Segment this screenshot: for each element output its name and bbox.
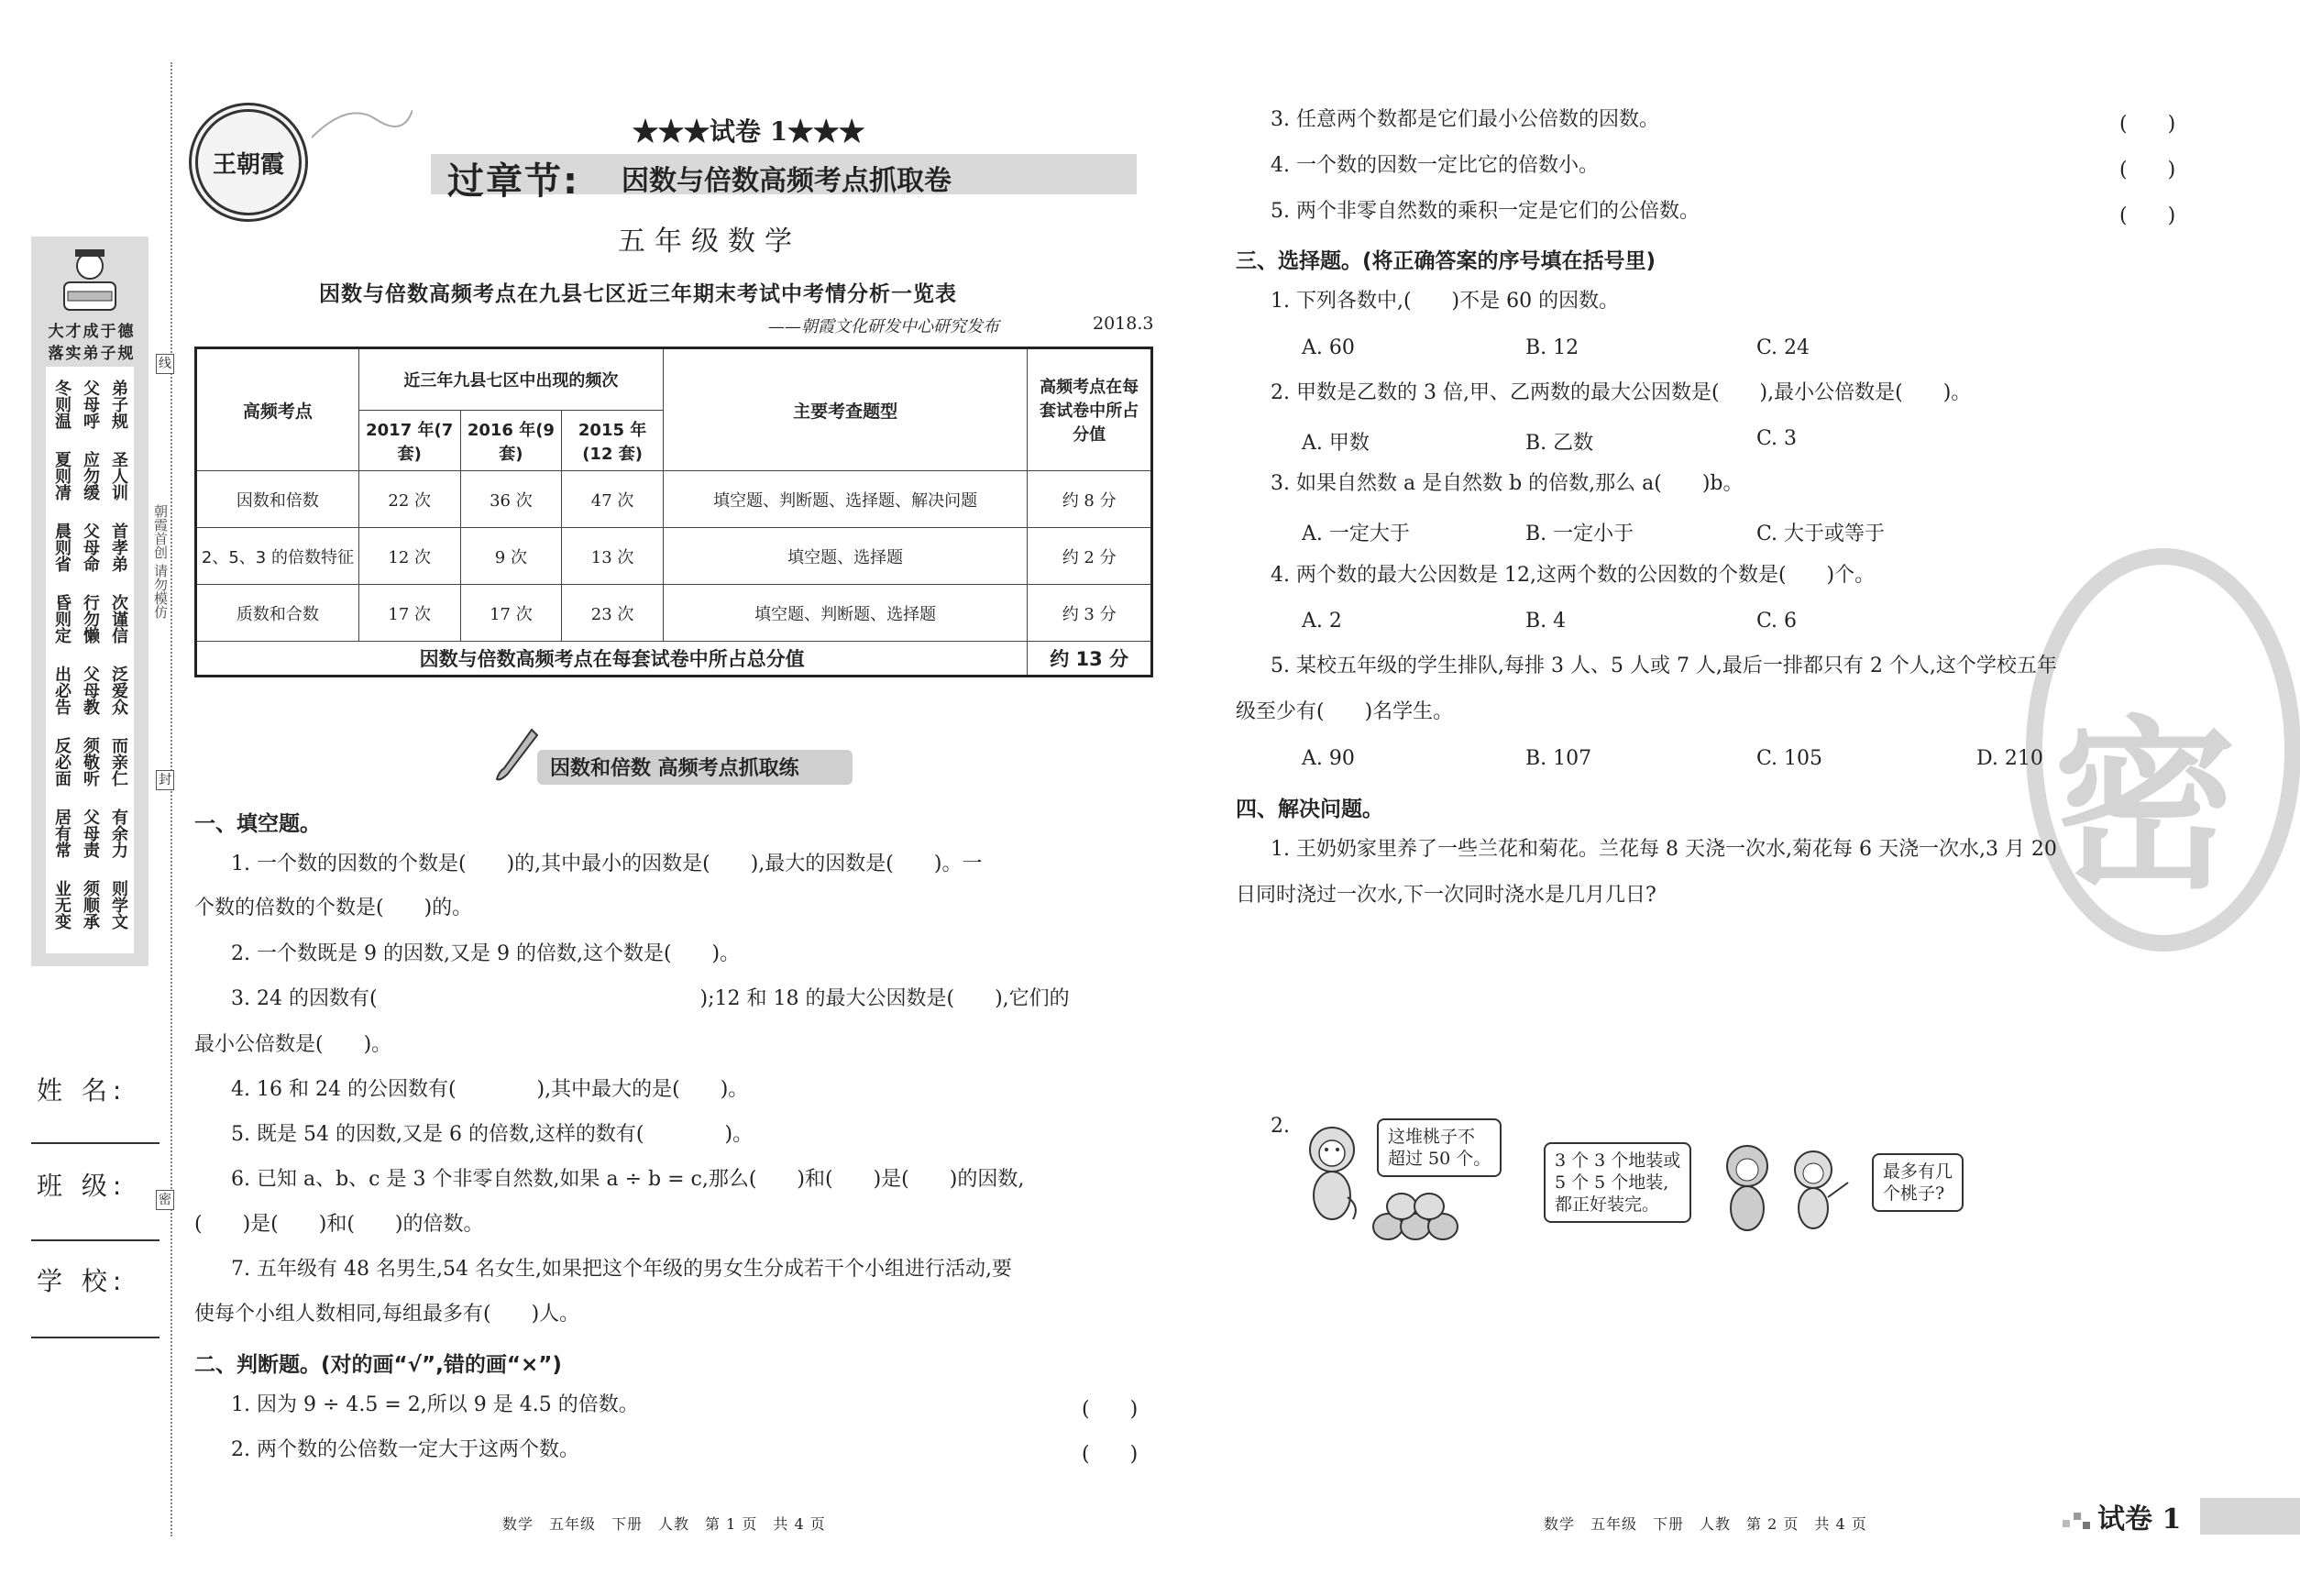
rule-text: 应勿缓: [81, 451, 100, 501]
header-point: 高频考点: [196, 348, 359, 471]
choice-q4: 4. 两个数的最大公因数是 12,这两个数的公因数的个数是( )个。: [1271, 564, 1876, 587]
class-field[interactable]: [31, 1239, 160, 1241]
judge-q3: 3. 任意两个数都是它们最小公倍数的因数。: [1271, 108, 1659, 131]
brush-icon: [495, 728, 541, 783]
table-title: 因数与倍数高频考点在九县七区近三年期末考试中考情分析一览表: [319, 282, 957, 306]
rule-text: 晨则省: [52, 523, 72, 572]
bubble-text: 都正好装完。: [1555, 1194, 1660, 1215]
speech-bubble-question: [1872, 1153, 1964, 1212]
rule-text: 则学文: [109, 880, 128, 930]
choice-q5-option-a: A. 90: [1302, 747, 1355, 770]
cell-types: 填空题、判断题、选择题: [663, 585, 1027, 642]
name-field[interactable]: [31, 1142, 160, 1144]
publisher: ——朝霞文化研发中心研究发布: [768, 317, 999, 336]
bubble-text: 5 个 5 个地装,: [1555, 1172, 1669, 1193]
choice-q1-option-c: C. 24: [1756, 336, 1810, 359]
choice-q5-line1: 5. 某校五年级的学生排队,每排 3 人、5 人或 7 人,最后一排都只有 2 个人,这个学校五年: [1271, 655, 2057, 677]
fill-q2: 2. 一个数既是 9 的因数,又是 9 的倍数,这个数是( )。: [231, 942, 741, 965]
choice-q3: 3. 如果自然数 a 是自然数 b 的倍数,那么 a( )b。: [1271, 472, 1744, 495]
table-header-row: [196, 348, 1152, 411]
school-label: 学 校:: [37, 1266, 127, 1296]
choice-heading: 三、选择题。(将正确答案的序号填在括号里): [1236, 249, 1656, 273]
seal-mark-secret: 密: [156, 1190, 174, 1210]
rule-text: 次谨信: [109, 594, 128, 644]
total-value: 约 13 分: [1028, 642, 1152, 677]
cell-freq: 13 次: [562, 528, 664, 585]
vertical-note: 朝霞首创 请勿模仿: [152, 503, 169, 619]
choice-q5-line2: 级至少有( )名学生。: [1236, 700, 1454, 723]
rule-text: 首孝弟: [109, 523, 128, 572]
cell-point: 2、5、3 的倍数特征: [196, 528, 359, 585]
solve-q1-line2: 日同时浇过一次水,下一次同时浇水是几月几日?: [1236, 884, 1656, 907]
choice-q2-option-c: C. 3: [1756, 427, 1798, 450]
name-label: 姓 名:: [37, 1075, 127, 1106]
table-row: [196, 528, 1152, 585]
frequency-table: [194, 347, 1153, 677]
title-sub: 因数与倍数高频考点抓取卷: [622, 165, 952, 197]
exam-tag-bar: [2200, 1498, 2300, 1535]
header-types: 主要考查题型: [663, 348, 1027, 471]
solve-q2-number: 2.: [1271, 1115, 1290, 1138]
school-field[interactable]: [31, 1337, 160, 1338]
scholar-illustration: [57, 246, 123, 315]
rules-column-3: [51, 370, 77, 948]
rule-text: 泛爱众: [109, 666, 128, 715]
rule-text: 行勿懒: [81, 594, 100, 644]
bubble-text: 个桃子?: [1883, 1183, 1945, 1204]
rule-text: 父母责: [81, 809, 100, 858]
rule-text: 圣人训: [109, 451, 128, 501]
judge-q1: 1. 因为 9 ÷ 4.5 = 2,所以 9 是 4.5 的倍数。: [231, 1393, 639, 1416]
page1-footer: 数学 五年级 下册 人教 第 1 页 共 4 页: [502, 1515, 826, 1533]
cell-types: 填空题、选择题: [663, 528, 1027, 585]
rule-text: 居有常: [52, 809, 72, 858]
seal-mark-line: 线: [156, 354, 174, 374]
logo-text: 王朝霞: [212, 150, 284, 179]
header-year-2017: 2017 年(7 套): [358, 411, 460, 471]
paper-label: ★★★试卷 1★★★: [633, 116, 865, 147]
rule-text: 而亲仁: [109, 737, 128, 787]
rule-text: 父母教: [81, 666, 100, 715]
judge-q1-answer[interactable]: ( ): [1082, 1398, 1139, 1421]
table-row: [196, 585, 1152, 642]
choice-q1-option-b: B. 12: [1525, 336, 1579, 359]
fill-heading: 一、填空题。: [194, 812, 321, 836]
judge-q2: 2. 两个数的公倍数一定大于这两个数。: [231, 1438, 579, 1461]
choice-q4-option-b: B. 4: [1525, 610, 1567, 633]
choice-q2: 2. 甲数是乙数的 3 倍,甲、乙两数的最大公因数是( ),最小公倍数是( )。: [1271, 381, 1972, 404]
grade-subject: 五年级数学: [618, 226, 801, 258]
fill-q7-line2: 使每个小组人数相同,每组最多有( )人。: [194, 1303, 580, 1326]
peach-pile-illustration: [1370, 1186, 1480, 1241]
choice-q5-option-c: C. 105: [1756, 747, 1823, 770]
seal-mark-seal: 封: [156, 770, 174, 790]
cell-freq: 17 次: [358, 585, 460, 642]
bubble-text: 超过 50 个。: [1388, 1149, 1491, 1169]
bubble-text: 这堆桃子不: [1388, 1127, 1476, 1147]
monkeys-pair-illustration: [1711, 1142, 1857, 1234]
publish-date: 2018.3: [1093, 314, 1154, 334]
motto: [40, 321, 143, 365]
header-year-2015: 2015 年(12 套): [562, 411, 664, 471]
rule-text: 有余力: [109, 809, 128, 858]
cell-freq: 47 次: [562, 471, 664, 528]
cell-point: 因数和倍数: [196, 471, 359, 528]
judge-q4: 4. 一个数的因数一定比它的倍数小。: [1271, 154, 1599, 177]
title-main: 过章节:: [447, 160, 579, 203]
judge-q4-answer[interactable]: ( ): [2119, 159, 2176, 182]
rule-text: 弟子规: [109, 380, 128, 429]
cell-types: 填空题、判断题、选择题、解决问题: [663, 471, 1027, 528]
choice-q1: 1. 下列各数中,( )不是 60 的因数。: [1271, 290, 1620, 313]
speech-bubble-peach-limit: [1377, 1118, 1502, 1177]
judge-heading: 二、判断题。(对的画“√”,错的画“×”): [194, 1353, 562, 1377]
fill-q1-line1: 1. 一个数的因数的个数是( )的,其中最小的因数是( ),最大的因数是( )。一: [231, 853, 983, 875]
rule-text: 业无变: [52, 880, 72, 930]
rule-text: 父母呼: [81, 380, 100, 429]
cell-freq: 22 次: [358, 471, 460, 528]
brand-logo: [189, 103, 308, 222]
total-label: 因数与倍数高频考点在每套试卷中所占总分值: [196, 642, 1028, 677]
choice-q3-option-c: C. 大于或等于: [1756, 523, 1886, 545]
motto-line-2: 落实弟子规: [48, 345, 136, 363]
choice-q3-option-b: B. 一定小于: [1525, 523, 1634, 545]
rule-text: 夏则凊: [52, 451, 72, 501]
cell-freq: 17 次: [460, 585, 562, 642]
rule-text: 出必告: [52, 666, 72, 715]
fill-q3-line1: 3. 24 的因数有( );12 和 18 的最大公因数是( ),它们的: [231, 987, 1070, 1010]
judge-q5-answer[interactable]: ( ): [2119, 204, 2176, 227]
choice-q2-option-b: B. 乙数: [1525, 432, 1594, 455]
cut-line: [171, 62, 172, 1536]
header-score: 高频考点在每套试卷中所占分值: [1028, 348, 1152, 471]
rules-column-1: [108, 370, 134, 948]
choice-q1-option-a: A. 60: [1302, 336, 1355, 359]
rule-text: 冬则温: [52, 380, 72, 429]
cell-score: 约 2 分: [1028, 528, 1152, 585]
choice-q4-option-c: C. 6: [1756, 610, 1798, 633]
table-row: [196, 471, 1152, 528]
judge-q2-answer[interactable]: ( ): [1082, 1443, 1139, 1466]
fill-q6-line1: 6. 已知 a、b、c 是 3 个非零自然数,如果 a ÷ b = c,那么( )和( )是( )的因数,: [231, 1168, 1025, 1191]
rule-text: 须顺承: [81, 880, 100, 930]
rule-text: 父母命: [81, 523, 100, 572]
rule-text: 反必面: [52, 737, 72, 787]
rule-text: 须敬听: [81, 737, 100, 787]
choice-q3-option-a: A. 一定大于: [1302, 523, 1410, 545]
cell-score: 约 8 分: [1028, 471, 1152, 528]
fill-q6-line2: ( )是( )和( )的倍数。: [194, 1213, 484, 1236]
cell-freq: 9 次: [460, 528, 562, 585]
cell-freq: 12 次: [358, 528, 460, 585]
class-label: 班 级:: [37, 1171, 127, 1201]
table-total-row: [196, 642, 1152, 677]
judge-q5: 5. 两个非零自然数的乘积一定是它们的公倍数。: [1271, 200, 1700, 223]
header-frequency: 近三年九县七区中出现的频次: [358, 348, 663, 411]
motto-line-1: 大才成于德: [48, 323, 136, 341]
fill-q3-line2: 最小公倍数是( )。: [194, 1033, 392, 1056]
fill-q7-line1: 7. 五年级有 48 名男生,54 名女生,如果把这个年级的男女生分成若干个小组进行活动,要: [231, 1258, 1012, 1281]
watermark-char: 密: [2053, 699, 2238, 914]
bubble-text: 最多有几: [1883, 1161, 1953, 1182]
fill-q5: 5. 既是 54 的因数,又是 6 的倍数,这样的数有( )。: [231, 1123, 754, 1146]
choice-q4-option-a: A. 2: [1302, 610, 1342, 633]
cell-point: 质数和合数: [196, 585, 359, 642]
choice-q5-option-d: D. 210: [1976, 747, 2043, 770]
solve-q1-line1: 1. 王奶奶家里养了一些兰花和菊花。兰花每 8 天浇一次水,菊花每 6 天浇一次水,3 月 20: [1271, 838, 2057, 861]
exam-tag: 试卷 1: [2097, 1503, 2182, 1535]
cell-freq: 23 次: [562, 585, 664, 642]
judge-q3-answer[interactable]: ( ): [2119, 113, 2176, 136]
decorative-squares: [2063, 1509, 2092, 1531]
header-year-2016: 2016 年(9 套): [460, 411, 562, 471]
choice-q2-option-a: A. 甲数: [1302, 432, 1370, 455]
page2-footer: 数学 五年级 下册 人教 第 2 页 共 4 页: [1544, 1515, 1867, 1533]
rules-column-2: [80, 370, 105, 948]
cell-freq: 36 次: [460, 471, 562, 528]
solve-heading: 四、解决问题。: [1236, 798, 1383, 821]
rule-text: 昏则定: [52, 594, 72, 644]
fill-q4: 4. 16 和 24 的公因数有( ),其中最大的是( )。: [231, 1078, 749, 1101]
ribbon-decoration: [312, 101, 413, 156]
fill-q1-line2: 个数的倍数的个数是( )的。: [194, 897, 473, 919]
choice-q5-option-b: B. 107: [1525, 747, 1592, 770]
rules-grid: [51, 370, 134, 948]
section-badge-text: 因数和倍数 高频考点抓取练: [550, 757, 799, 780]
monkey-left-illustration: [1300, 1124, 1364, 1225]
cell-score: 约 3 分: [1028, 585, 1152, 642]
speech-bubble-packing: [1544, 1142, 1691, 1223]
bubble-text: 3 个 3 个地装或: [1555, 1150, 1681, 1171]
